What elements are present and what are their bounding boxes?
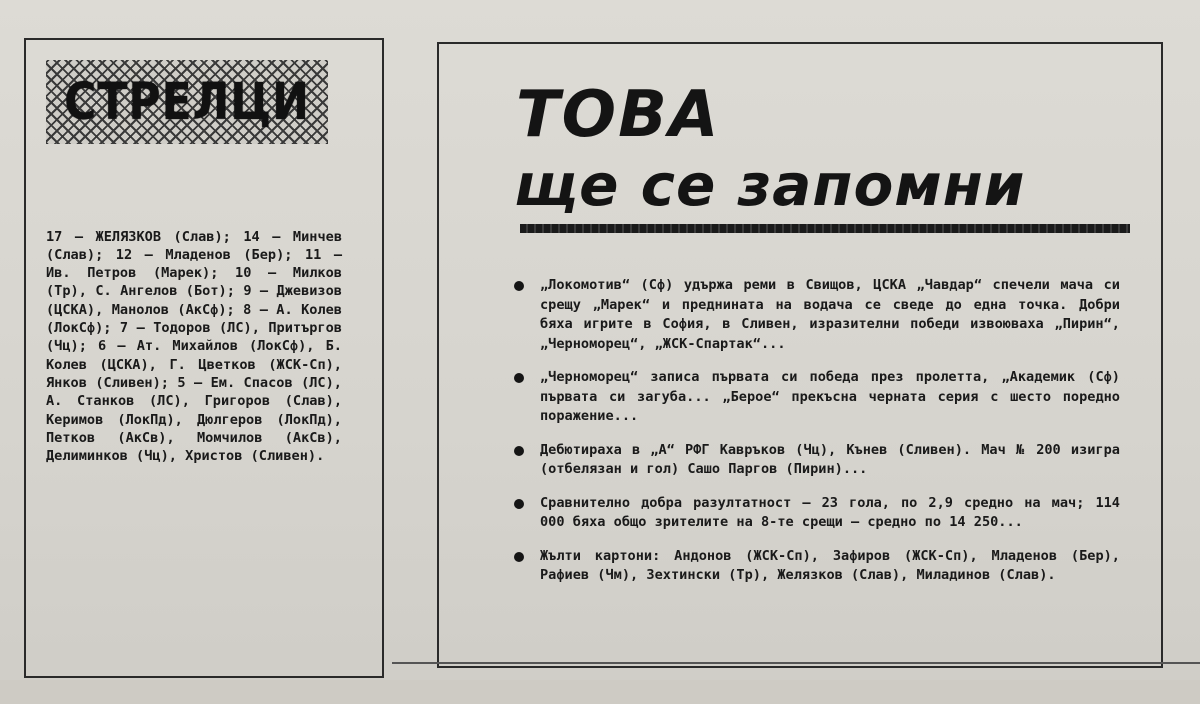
- headline-line-1: ТОВА: [516, 78, 721, 152]
- article-item-text: Жълти картони: Андонов (ЖСК-Сп), Зафиров (ЖСК-Сп), Младенов (Бер), Рафиев (Чм), Зехтински (Тр), Желязков (Слав), Миладинов (Слав).: [540, 547, 1120, 583]
- page-divider-line: [392, 662, 1200, 664]
- article-item-text: Сравнително добра разултатност — 23 гола, по 2,9 средно на мач; 114 000 бяха общо зрителите на 8-те срещи — средно по 14 250...: [540, 494, 1120, 530]
- bullet-icon: [514, 373, 524, 383]
- scorers-list-text: 17 — ЖЕЛЯЗКОВ (Слав); 14 — Минчев (Слав); 12 — Младенов (Бер); 11 — Ив. Петров (Марек); 10 — Милков (Тр), С. Ангелов (Бот); 9 — Джевизов (ЦСКА), Манолов (АкСф); 8 — А. Колев (ЛокСф); 7 — Тодоров (ЛС), Притъргов (Чц); 6 — Ат. Михайлов (ЛокСф), Б. Колев (ЦСКА), Г. Цветков (ЖСК-Сп), Янков (Сливен); 5 — Ем. Спасов (ЛС), А. Станков (ЛС), Григоров (Слав), Керимов (ЛокПд), Дюлгеров (ЛокПд), Петков (АкСв), Момчилов (АкСв), Делиминков (Чц), Христов (Сливен).: [46, 228, 342, 465]
- bullet-icon: [514, 499, 524, 509]
- headline-rule: [520, 224, 1130, 233]
- page-bottom-edge: [0, 680, 1200, 704]
- headline-line-2: ще се запомни: [514, 151, 1026, 219]
- article-item: [540, 276, 1120, 354]
- bullet-icon: [514, 281, 524, 291]
- article-item-text: Дебютираха в „А“ РФГ Кавръков (Чц), Кънев (Сливен). Мач № 200 изигра (отбелязан и гол) Сашо Паргов (Пирин)...: [540, 441, 1120, 477]
- article-item: [540, 368, 1120, 427]
- bullet-icon: [514, 552, 524, 562]
- scorers-title-banner: [46, 60, 328, 144]
- article-item-text: „Черноморец“ записа първата си победа през пролетта, „Академик (Сф) първата си загуба... „Берое“ прекъсна черната серия с шесто поредно поражение...: [540, 369, 1120, 424]
- article-item: [540, 547, 1120, 586]
- article-item: [540, 441, 1120, 480]
- bullet-icon: [514, 446, 524, 456]
- article-item-text: „Локомотив“ (Сф) удържа реми в Свищов, ЦСКА „Чавдар“ спечели мача си срещу „Марек“ и преднината на водача се сведе до една точка. Добри бяха игрите в София, в Сливен, изразителни победи извоюваха „Пирин“, „Черноморец“, „ЖСК-Спартак“...: [540, 277, 1120, 352]
- scorers-title: СТРЕЛЦИ: [64, 72, 310, 132]
- article-items: [540, 276, 1120, 600]
- article-item: [540, 494, 1120, 533]
